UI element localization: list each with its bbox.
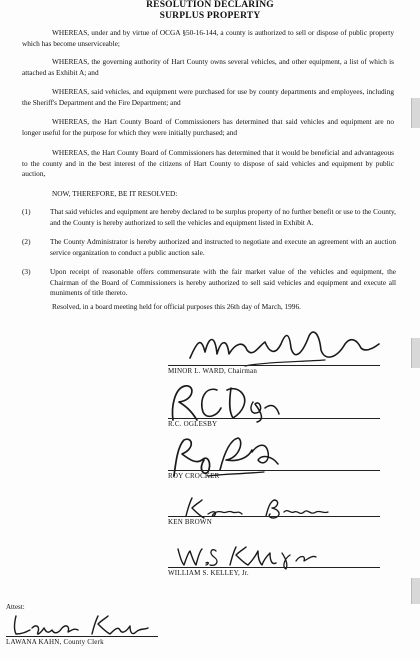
signatory-name: ROY CROCKER: [168, 472, 220, 480]
signature-line: [168, 470, 380, 471]
signature-line: [6, 636, 158, 637]
side-tab: [411, 578, 420, 604]
whereas-clause: WHEREAS, the Hart County Board of Commissioners has determined that said vehicles and equipment are no longer useful for the purpose for which they were initially purchased; and: [22, 117, 394, 137]
resolution-item: That said vehicles and equipment are hereby declared to be surplus property of no further benefit or use to the County, and the County is hereby authorized to sell the vehicles and equipment listed in Exhibit A.: [50, 207, 396, 227]
resolution-item: Upon receipt of reasonable offers commensurate with the fair market value of the vehicles and equipment, the Chairman of the Board of Commissioners is hereby authorized to sell said vehicles and equipment and execute all muniments of title thereto.: [50, 267, 396, 297]
item-number: (2): [22, 237, 31, 246]
item-number: (1): [22, 207, 31, 216]
signature-line: [168, 567, 380, 568]
signature-line: [168, 418, 380, 419]
whereas-clause: WHEREAS, the Hart County Board of Commissioners has determined that it would be beneficial and advantageous to the county and in the best interest of the citizens of Hart County to dispose of said vehicles and equipment by public auction,: [22, 148, 394, 178]
title-line-1: RESOLUTION DECLARING: [146, 0, 274, 10]
closing-statement: Resolved, in a board meeting held for official purposes this 26th day of March, 1996.: [52, 302, 301, 311]
signatory-name: WILLIAM S. KELLEY, Jr.: [168, 569, 249, 577]
signature-line: [168, 516, 380, 517]
whereas-clause: WHEREAS, said vehicles, and equipment were purchased for use by county departments and employees, including the Sheriff's Department and the Fire Department; and: [22, 87, 394, 107]
signature-ward: [185, 322, 385, 370]
title-line-2: SURPLUS PROPERTY: [159, 11, 261, 21]
side-tab: [411, 98, 420, 128]
document-title: [0, 0, 420, 22]
whereas-clause: WHEREAS, the governing authority of Hart County owns several vehicles, and other equipment, a list of which is attached as Exhibit A; and: [22, 57, 394, 77]
whereas-clause: WHEREAS, under and by virtue of OCGA §50-16-144, a county is authorized to sell or dispose of public property which has become unserviceable;: [22, 28, 394, 48]
resolved-intro: NOW, THEREFORE, BE IT RESOLVED:: [52, 189, 178, 198]
item-number: (3): [22, 267, 31, 276]
signatory-name: KEN BROWN: [168, 518, 212, 526]
clerk-name: LAWANA KAHN, County Clerk: [6, 638, 104, 646]
signature-line: [168, 365, 380, 366]
side-tab: [411, 338, 420, 368]
signatory-name: MINOR L. WARD, Chairman: [168, 367, 258, 375]
resolution-item: The County Administrator is hereby authorized and instructed to negotiate and execute an agreement with an auction service organization to conduct a public auction sale.: [50, 237, 396, 257]
signatory-name: R.C. OGLESBY: [168, 420, 218, 428]
attest-label: Attest:: [6, 603, 25, 611]
